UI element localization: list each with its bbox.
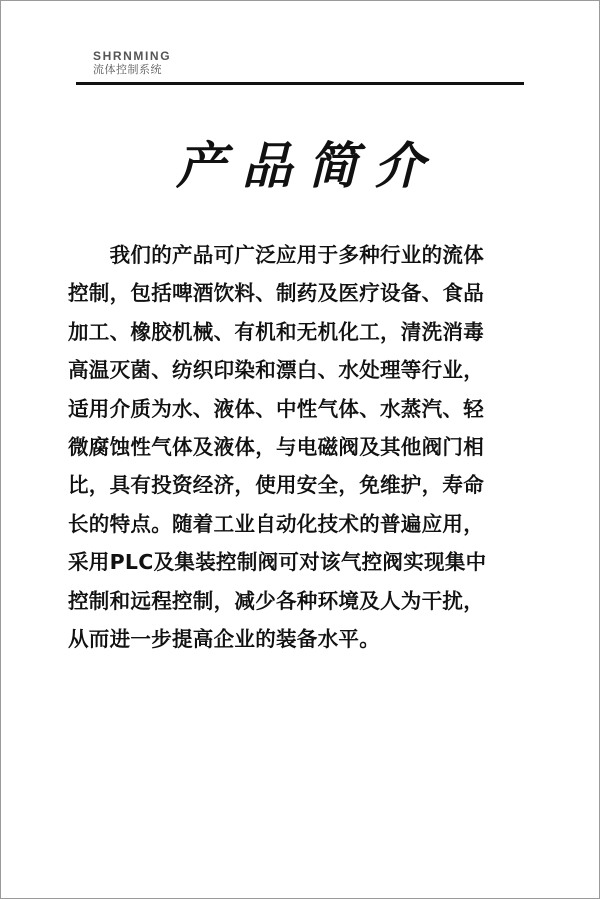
paragraph-line: 比，具有投资经济，使用安全，免维护，寿命	[68, 473, 484, 498]
paragraph-line: 高温灭菌、纺织印染和漂白、水处理等行业，	[68, 358, 484, 383]
paragraph-line: 控制和远程控制，减少各种环境及人为干扰，	[68, 588, 484, 613]
paragraph-line: 长的特点。随着工业自动化技术的普遍应用，	[68, 511, 484, 536]
paragraph-line: 我们的产品可广泛应用于多种行业的流体	[68, 243, 484, 267]
paragraph-line: 采用PLC及集装控制阀可对该气控阀实现集中	[68, 550, 487, 575]
page-title: 产品简介	[176, 137, 440, 195]
brand-name: SHRNMING	[93, 49, 172, 63]
paragraph-line: 适用介质为水、液体、中性气体、水蒸汽、轻	[68, 396, 484, 421]
intro-paragraph	[68, 236, 548, 658]
brand-subtitle: 流体控制系统	[93, 63, 162, 76]
paragraph-line: 微腐蚀性气体及液体，与电磁阀及其他阀门相	[68, 434, 484, 459]
paragraph-line: 控制，包括啤酒饮料、制药及医疗设备、食品	[68, 281, 484, 306]
brand-logo	[93, 50, 171, 77]
paragraph-line: 从而进一步提高企业的装备水平。	[68, 626, 380, 651]
header-divider	[76, 82, 524, 85]
paragraph-line: 加工、橡胶机械、有机和无机化工，清洗消毒	[68, 319, 484, 344]
